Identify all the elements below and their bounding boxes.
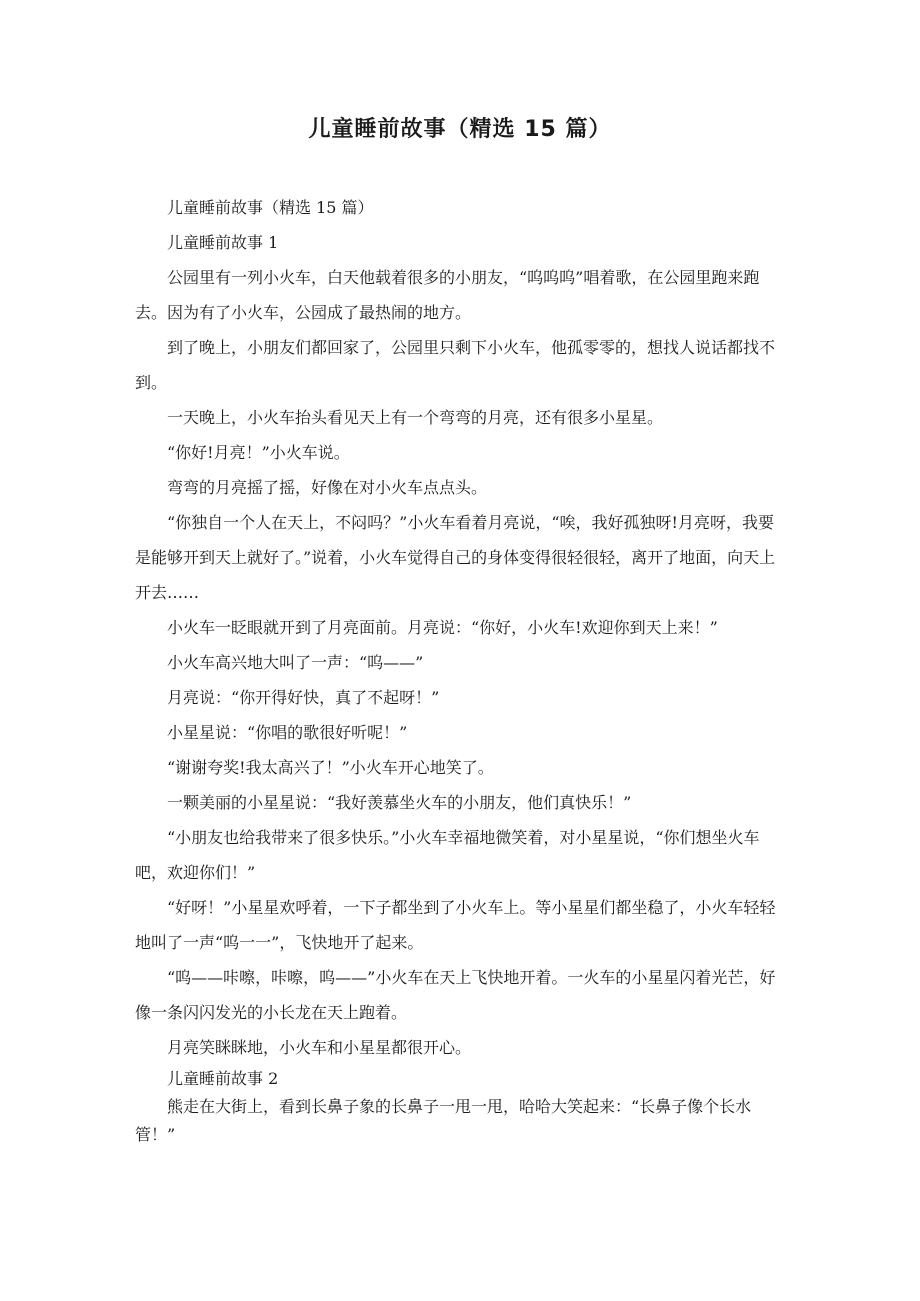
paragraph: 小火车一眨眼就开到了月亮面前。月亮说：“你好，小火车!欢迎你到天上来！” <box>167 618 718 637</box>
paragraph: “呜——咔嚓，咔嚓，呜——”小火车在天上飞快地开着。一火车的小星星闪着光芒，好像一条闪闪发光的小长龙在天上跑着。 <box>135 968 776 1022</box>
story-heading-1: 儿童睡前故事 1 <box>167 233 279 252</box>
paragraph: “小朋友也给我带来了很多快乐。”小火车幸福地微笑着，对小星星说，“你们想坐火车吧，欢迎你们！” <box>135 828 760 882</box>
paragraph-subtitle: 儿童睡前故事（精选 15 篇） <box>167 198 374 217</box>
paragraph: 弯弯的月亮摇了摇，好像在对小火车点点头。 <box>167 478 488 497</box>
paragraph: 公园里有一列小火车，白天他载着很多的小朋友，“呜呜呜”唱着歌，在公园里跑来跑去。因为有了小火车，公园成了最热闹的地方。 <box>135 268 760 322</box>
paragraph: 一颗美丽的小星星说：“我好羡慕坐火车的小朋友，他们真快乐！” <box>167 793 632 812</box>
paragraph: 一天晚上，小火车抬头看见天上有一个弯弯的月亮，还有很多小星星。 <box>167 408 664 427</box>
document-title: 儿童睡前故事（精选 15 篇） <box>308 117 612 142</box>
paragraph: 月亮笑眯眯地，小火车和小星星都很开心。 <box>167 1038 472 1057</box>
paragraph: “你独自一个人在天上，不闷吗？”小火车看着月亮说，“唉，我好孤独呀!月亮呀，我要是能够开到天上就好了。”说着，小火车觉得自己的身体变得很轻很轻，离开了地面，向天上开去…… <box>135 513 776 602</box>
paragraph: “好呀！”小星星欢呼着，一下子都坐到了小火车上。等小星星们都坐稳了，小火车轻轻地叫了一声“呜一一”，飞快地开了起来。 <box>135 898 776 952</box>
story-heading-2: 儿童睡前故事 2 <box>167 1069 279 1088</box>
document-body <box>135 190 785 1149</box>
paragraph: 到了晚上，小朋友们都回家了，公园里只剩下小火车，他孤零零的，想找人说话都找不到。 <box>135 338 776 392</box>
paragraph: 熊走在大街上，看到长鼻子象的长鼻子一甩一甩，哈哈大笑起来：“长鼻子像个长水管！” <box>135 1097 752 1144</box>
paragraph: 小火车高兴地大叫了一声：“呜——” <box>167 653 424 672</box>
paragraph: 小星星说：“你唱的歌很好听呢！” <box>167 723 408 742</box>
paragraph: 月亮说：“你开得好快，真了不起呀！” <box>167 688 440 707</box>
paragraph: “你好!月亮！”小火车说。 <box>167 443 350 462</box>
paragraph: “谢谢夸奖!我太高兴了！”小火车开心地笑了。 <box>167 758 494 777</box>
